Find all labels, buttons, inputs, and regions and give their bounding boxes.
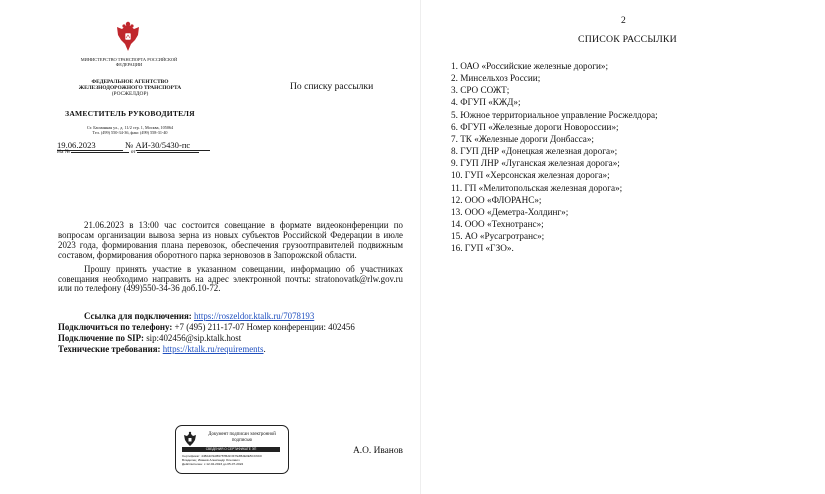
tech-requirements-label: Технические требования: [58, 344, 161, 354]
stamp-owner-line: Владелец: Иванов Александр Олегович [182, 459, 240, 462]
agency-name [60, 79, 200, 98]
tech-requirements-line [58, 345, 403, 355]
phone-label: Подключиться по телефону: [58, 322, 173, 332]
tech-requirements-link[interactable]: https://ktalk.ru/requirements [162, 344, 264, 354]
address-line: Ст. Басманная ул., д. 11/2 стр. 1, Москва, 105064 [86, 125, 174, 130]
sip-label: Подключение по SIP: [58, 333, 144, 343]
emblem-icon [182, 431, 198, 448]
list-item: 6. ФГУП «Железные дороги Новороссии»; [451, 121, 619, 132]
list-item: 14. ООО «Технотранс»; [451, 219, 544, 230]
ministry-name: МИНИСТЕРСТВО ТРАНСПОРТА РОССИЙСКОЙ ФЕДЕРАЦИИ [80, 57, 178, 67]
list-item: 15. АО «Русагротранс»; [451, 231, 545, 242]
distribution-list [451, 60, 658, 255]
registration-number: АИ-30/5430-пс [136, 140, 210, 151]
distribution-list-page [420, 0, 825, 494]
list-item: 8. ГУП ДНР «Донецкая железная дорога»; [451, 146, 618, 157]
number-label: № [125, 140, 134, 150]
agency-full-name: ФЕДЕРАЛЬНОЕ АГЕНТСТВО ЖЕЛЕЗНОДОРОЖНОГО ТРАНСПОРТА [78, 79, 182, 92]
phone-value: +7 (495) 211-17-07 Номер конференции: 402456 [174, 322, 355, 332]
reference-number-blank [71, 152, 129, 153]
list-item: 1. ОАО «Российские железные дороги»; [451, 61, 609, 71]
stamp-certificate-header: СВЕДЕНИЯ О СЕРТИФИКАТЕ ЭП [182, 447, 280, 452]
coat-of-arms-emblem [113, 20, 143, 54]
sip-value: sip:402456@sip.ktalk.host [146, 333, 242, 343]
reference-line [57, 149, 199, 155]
stamp-validity-line: Действителен: с 12-04-2023 до 05-07-2024 [182, 463, 244, 466]
list-item: 12. ООО «ФЛОРАНС»; [451, 194, 542, 205]
agency-address [62, 125, 198, 135]
position-title: ЗАМЕСТИТЕЛЬ РУКОВОДИТЕЛЯ [65, 109, 195, 118]
stamp-certificate-line: Сертификат: 44BA1F9AB9787BAF3F7E3B2E0E5CC6C0 [182, 455, 262, 458]
contact-line: Тел. (499) 550-34-36, факс (499) 558-31-40 [92, 130, 168, 135]
list-item: 7. ТК «Железные дороги Донбасса»; [451, 133, 594, 144]
list-item: 5. Южное территориальное управление Росжелдора; [451, 109, 658, 120]
connection-link-label: Ссылка для подключения: [84, 311, 192, 321]
list-item: 11. ГП «Мелитопольская железная дорога»; [451, 182, 623, 193]
addressee: По списку рассылки [290, 81, 374, 92]
agency-short-name: (РОСЖЕЛДОР) [111, 91, 149, 98]
page-number: 2 [621, 15, 626, 26]
stamp-title: Документ подписан электронной подписью [208, 432, 276, 443]
electronic-signature-stamp [175, 425, 289, 474]
list-item: 10. ГУП «Херсонская железная дорога»; [451, 170, 610, 181]
reference-date-blank [137, 152, 199, 153]
list-item: 2. Минсельхоз России; [451, 73, 541, 84]
list-item: 13. ООО «Деметра-Холдинг»; [451, 206, 569, 217]
distribution-list-title: СПИСОК РАССЫЛКИ [578, 34, 677, 45]
list-item: 4. ФГУП «КЖД»; [451, 97, 521, 108]
reference-label: На № [57, 149, 71, 155]
phone-line [58, 323, 403, 333]
registration-date: 19.06.2023 [57, 140, 123, 151]
connection-link-line [58, 312, 429, 322]
tech-requirements-end: . [263, 344, 266, 354]
paragraph-request: Прошу принять участие в указанном совещании, информацию об участниках совещания необходимо направить на адрес электронной почты: stratonovatk@rlw.gov.ru или по телефону (499)550-34-36 доб.10-72. [58, 263, 403, 294]
connection-link[interactable]: https://roszeldor.ktalk.ru/7078193 [193, 311, 315, 321]
list-item: 3. СРО СОЖТ; [451, 85, 510, 96]
letter-body [58, 221, 403, 294]
sip-line [58, 334, 403, 344]
list-item: 16. ГУП «ГЗО». [451, 243, 514, 254]
signer-name: А.О. Иванов [353, 446, 403, 456]
reference-from-label: от [130, 149, 136, 155]
list-item: 9. ГУП ЛНР «Луганская железная дорога»; [451, 158, 620, 169]
paragraph-meeting: 21.06.2023 в 13:00 час состоится совещание в формате видеоконференции по вопросам организации вывоза зерна из новых субъектов Российской Федерации в июле 2023 года, формирования плана перевозок, обеспечения грузоотправителей подвижным составом, формирования оборотного парка зерновозов в Запорожской области. [58, 220, 403, 260]
